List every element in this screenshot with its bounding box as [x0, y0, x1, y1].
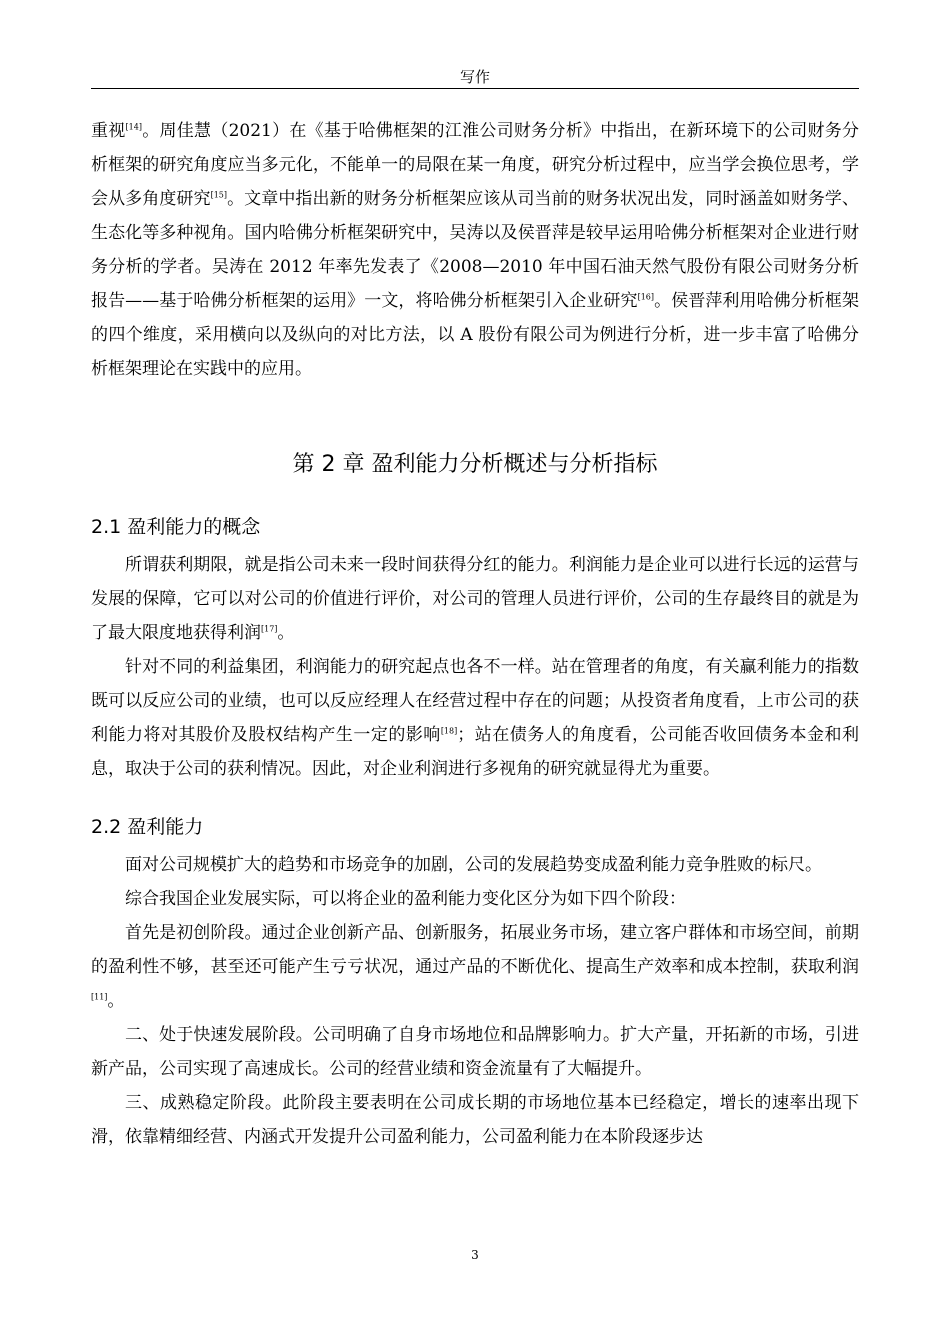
header-title: 写作	[459, 68, 490, 86]
paragraph: 所谓获利期限，就是指公司未来一段时间获得分红的能力。利润能力是企业可以进行长远的运营与发展的保障，它可以对公司的价值进行评价，对公司的管理人员进行评价，公司的生存最终目的就是为了最大限度地获得利润[17]。	[91, 555, 859, 643]
paragraph: 首先是初创阶段。通过企业创新产品、创新服务，拓展业务市场，建立客户群体和市场空间，前期的盈利性不够，甚至还可能产生亏亏状况，通过产品的不断优化、提高生产效率和成本控制，获取利润[11]。	[91, 923, 859, 1011]
citation: [14]	[125, 122, 142, 132]
document-body	[91, 114, 859, 1154]
page-number: 3	[471, 1248, 479, 1262]
section-heading-2-1: 2.1 盈利能力的概念	[91, 516, 261, 538]
paragraph: 面对公司规模扩大的趋势和市场竞争的加剧，公司的发展趋势变成盈利能力竞争胜败的标尺。	[125, 855, 822, 875]
citation: [18]	[440, 726, 458, 736]
paragraph: 二、处于快速发展阶段。公司明确了自身市场地位和品牌影响力。扩大产量，开拓新的市场，引进新产品，公司实现了高速成长。公司的经营业绩和资金流量有了大幅提升。	[91, 1025, 859, 1079]
intro-paragraph: 重视[14]。周佳慧（2021）在《基于哈佛框架的江淮公司财务分析》中指出，在新环境下的公司财务分析框架的研究角度应当多元化，不能单一的局限在某一角度，研究分析过程中，应当学会换位思考，学会从多角度研究[15]。文章中指出新的财务分析框架应该从司当前的财务状况出发，同时涵盖如财务学、生态化等多种视角。国内哈佛分析框架研究中，吴涛以及侯晋萍是较早运用哈佛分析框架对企业进行财务分析的学者。吴涛在 2012 年率先发表了《2008—2010 年中国石油天然气股份有限公司财务分析报告——基于哈佛分析框架的运用》一文，将哈佛分析框架引入企业研究[16]。侯晋萍利用哈佛分析框架的四个维度，采用横向以及纵向的对比方法，以 A 股份有限公司为例进行分析，进一步丰富了哈佛分析框架理论在实践中的应用。	[91, 121, 860, 379]
citation: [16]	[637, 292, 654, 302]
citation: [15]	[210, 190, 227, 200]
paragraph: 综合我国企业发展实际，可以将企业的盈利能力变化区分为如下四个阶段：	[125, 889, 686, 909]
chapter-title: 第 2 章 盈利能力分析概述与分析指标	[292, 452, 658, 477]
paragraph: 三、成熟稳定阶段。此阶段主要表明在公司成长期的市场地位基本已经稳定，增长的速率出现下滑，依靠精细经营、内涵式开发提升公司盈利能力，公司盈利能力在本阶段逐步达	[91, 1093, 859, 1147]
page-header	[91, 66, 859, 89]
paragraph: 针对不同的利益集团，利润能力的研究起点也各不一样。站在管理者的角度，有关赢利能力的指数既可以反应公司的业绩，也可以反应经理人在经营过程中存在的问题；从投资者角度看，上市公司的获利能力将对其股价及股权结构产生一定的影响[18]；站在债务人的角度看，公司能否收回债务本金和利息，取决于公司的获利情况。因此，对企业利润进行多视角的研究就显得尤为重要。	[91, 657, 860, 779]
citation: [17]	[261, 624, 278, 634]
section-heading-2-2: 2.2 盈利能力	[91, 816, 204, 838]
citation: [11]	[91, 992, 108, 1002]
